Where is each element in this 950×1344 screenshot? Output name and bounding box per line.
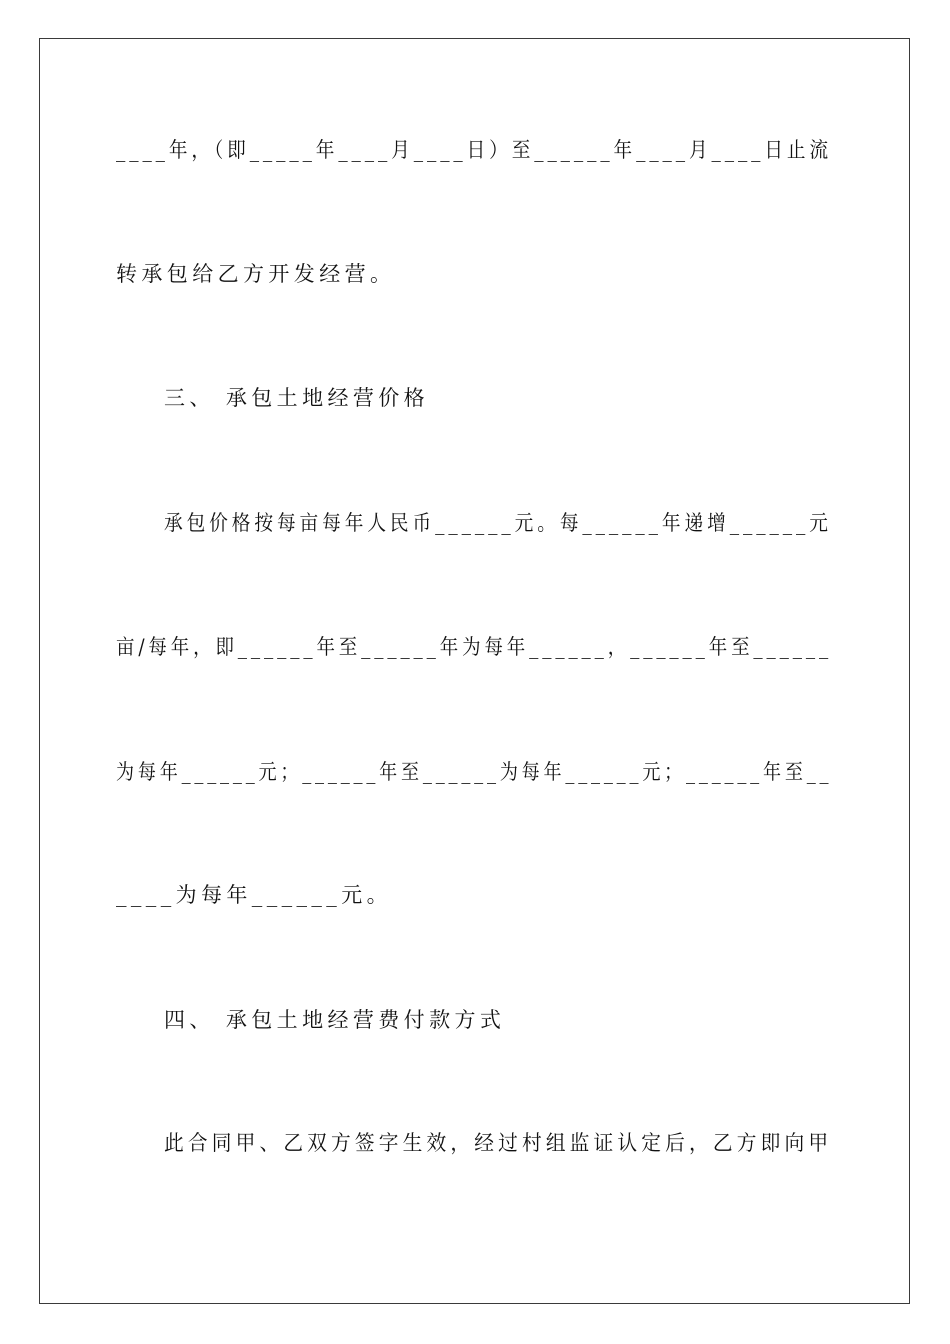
line-5: 亩/每年，即______年至______年为每年______，______年至______ <box>116 635 833 659</box>
line-7: ____为每年______元。 <box>116 883 392 907</box>
heading-price: 三、 承包土地经营价格 <box>164 386 430 410</box>
text-line <box>0 135 950 165</box>
text-line <box>0 259 950 289</box>
text-line <box>0 1128 950 1158</box>
line-2: 转承包给乙方开发经营。 <box>116 262 396 286</box>
line-4: 承包价格按每亩每年人民币______元。每______年递增______元 <box>164 511 832 535</box>
section-heading <box>0 1005 950 1035</box>
page-border <box>39 38 910 1304</box>
text-line <box>0 757 950 787</box>
section-heading <box>0 383 950 413</box>
heading-payment: 四、 承包土地经营费付款方式 <box>164 1008 506 1032</box>
line-9: 此合同甲、乙双方签字生效，经过村组监证认定后，乙方即向甲 <box>164 1131 833 1155</box>
line-1: ____年，（即_____年____月____日）至______年____月____日止流 <box>116 138 832 162</box>
text-line <box>0 880 950 910</box>
text-line <box>0 508 950 538</box>
text-line <box>0 632 950 662</box>
line-6: 为每年______元；______年至______为每年______元；______年至__ <box>116 760 833 784</box>
